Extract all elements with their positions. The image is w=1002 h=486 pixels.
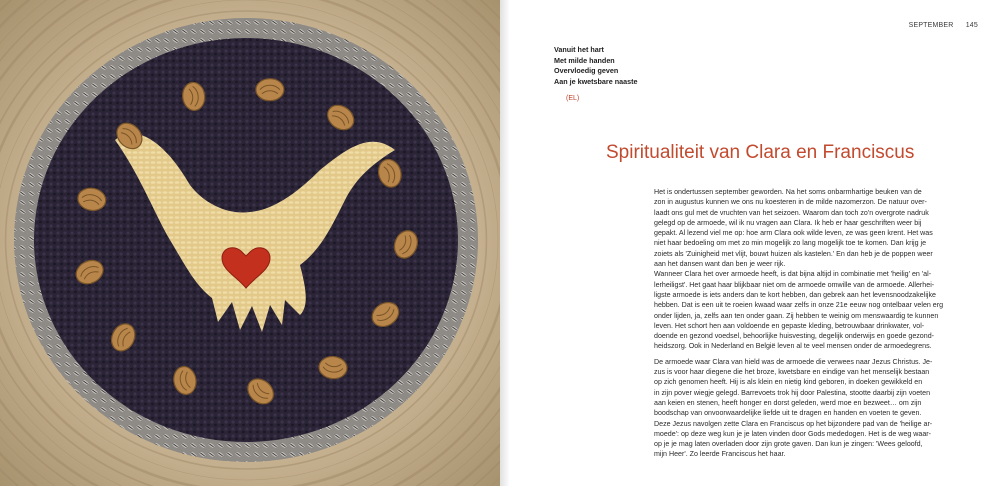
- text-line: op je je mag laten overladen door zijn grote gaven. Dan kun je zingen: 'Wees geloofd,: [654, 440, 923, 449]
- text-line: lerheiligst'. Het gaat haar blijkbaar niet om de armoede omwille van de armoede. Allerhei-: [654, 280, 935, 289]
- seed-mosaic-illustration: [0, 0, 500, 486]
- text-line: Deze Jezus navolgen zette Clara en Franciscus op het bijzondere pad van de 'heilige ar-: [654, 419, 933, 428]
- text-line: heidszorg. Ook in Nederland en België leven al te veel mensen onder de armoedegrens.: [654, 342, 932, 351]
- text-line: aan het dansen want dan ben je weer rijk.: [654, 260, 786, 269]
- text-line: Wanneer Clara het over armoede heeft, is dat bijna altijd in combinatie met 'heilig' en 'al-: [654, 270, 932, 279]
- running-head-month: SEPTEMBER: [908, 22, 954, 29]
- article-body: [654, 187, 979, 460]
- text-line: zoiets als 'Zuinigheid met vlijt, bouwt huizen als kastelen.' En dan heb je de poppen weer: [654, 249, 933, 258]
- poem-line: Met milde handen: [554, 55, 615, 65]
- text-line: leven. Het schort hen aan voldoende en gepaste kleding, betrouwbaar drinkwater, vol-: [654, 321, 925, 330]
- page-number: 145: [965, 22, 978, 29]
- poem-line: Vanuit het hart: [554, 45, 604, 54]
- text-line: laadt ons gul met de vruchten van het seizoen. Waarom dan toch zo'n overgrote nadruk: [654, 208, 929, 217]
- poem-line: Overvloedig geven: [554, 66, 619, 76]
- text-line: gepakt. Al lezend viel me op: hoe arm Clara ook wilde leven, ze was geen krent. Het was: [654, 229, 933, 238]
- text-line: moede': op deze weg kun je je laten vinden door Gods mededogen. Het is de weg waar-: [654, 429, 931, 438]
- text-page: [500, 0, 1002, 486]
- text-line: boodschap van onvoorwaardelijke liefde uit te dragen en handen en voeten te geven.: [654, 409, 922, 418]
- seed-mosaic-photo: [0, 0, 500, 486]
- text-line: aan keien en stenen, heeft honger en dorst geleden, werd moe en bezweet… om zijn: [654, 398, 922, 407]
- text-line: in zijn pover wiegje gelegd. Barrevoets trok hij door Palestina, stootte daarbij zijn voeten: [654, 388, 931, 397]
- article-paragraph: [654, 187, 979, 352]
- text-line: onder lijden, ja, zelfs aan ten onder gaan. Zij hebben te weinig om menswaardig te kunnen: [654, 311, 939, 320]
- text-line: zon in augustus kunnen we ons nu koesteren in de milde nazomerzon. De natuur over-: [654, 198, 927, 207]
- article-title: Spiritualiteit van Clara en Franciscus: [606, 142, 915, 163]
- walnut: [256, 79, 284, 101]
- text-line: op zich genomen heeft. Hij is als klein en nietig kind geboren, in doeken gewikkeld en: [654, 378, 923, 387]
- text-line: niet haar bedoeling om met zo min mogelijk zo lang mogelijk toe te komen. Dan krijg je: [654, 239, 927, 248]
- text-line: zus is voor haar diegene die het broze, kwetsbare en eindige van het menselijk bestaan: [654, 368, 930, 377]
- text-line: mijn Heer'. Zo leerde Franciscus het haar.: [654, 450, 786, 459]
- text-line: gelegd op de armoede, wil ik nu vragen aan Clara. Ik heb er haar geschriften weer bij: [654, 218, 922, 227]
- poem-line: Aan je kwetsbare naaste: [554, 76, 638, 86]
- text-line: De armoede waar Clara van hield was de armoede die verwees naar Jezus Christus. Je-: [654, 357, 933, 366]
- text-line: hebben. Dat is een uit te roeien kwaad waar zelfs in onze 21e eeuw nog ontelbaar velen erg: [654, 301, 944, 310]
- running-head: [909, 22, 978, 29]
- poem-signature: (EL): [566, 95, 580, 102]
- poem: [554, 45, 638, 87]
- text-line: ligste armoede is iets anders dan te kort hebben, dan gebrek aan het levensnoodzakelijke: [654, 290, 936, 299]
- text-line: Het is ondertussen september geworden. Na het soms onbarmhartige beuken van de: [654, 188, 922, 196]
- article-paragraph: [654, 357, 979, 460]
- text-line: doende en gezond voedsel, behoorlijke huisvesting, degelijk onderwijs en goede gezond-: [654, 332, 935, 341]
